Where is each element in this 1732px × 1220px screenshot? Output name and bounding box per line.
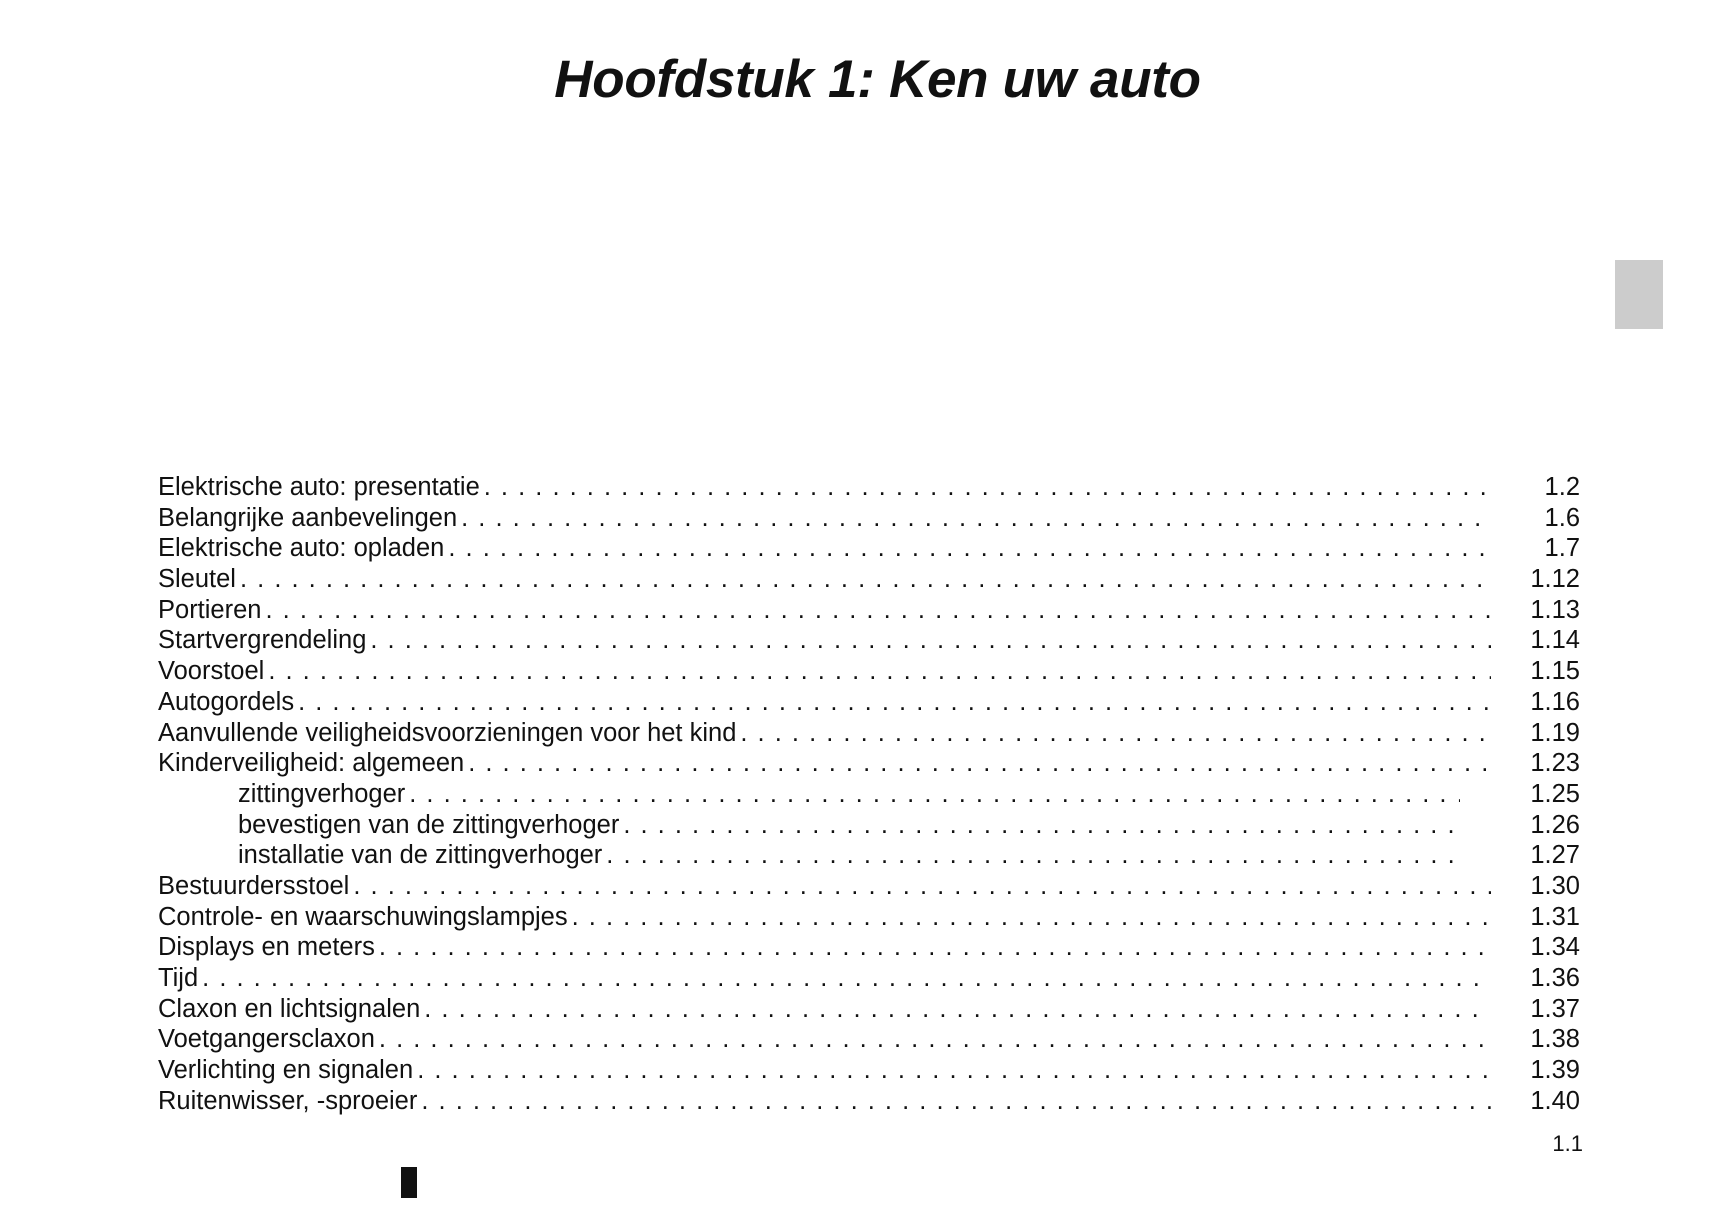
toc-entry-page: 1.2: [1544, 473, 1580, 501]
toc-entry-label: Displays en meters: [158, 933, 379, 961]
toc-entry[interactable]: [158, 1055, 1580, 1086]
toc-entry-label: Verlichting en signalen: [158, 1056, 417, 1084]
toc-entry[interactable]: [158, 564, 1580, 595]
toc-dot-leader: [158, 963, 1491, 994]
toc-dot-leader: [158, 1024, 1491, 1055]
toc-entry-page: 1.23: [1530, 749, 1580, 778]
toc-entry-label: Kinderveiligheid: algemeen: [158, 749, 468, 777]
toc-dot-leader: [158, 994, 1491, 1025]
toc-entry-page: 1.25: [1530, 779, 1580, 808]
toc-dot-leader: [238, 840, 1460, 871]
toc-entry-label: Aanvullende veiligheidsvoorzieningen voor het kind: [158, 719, 740, 747]
toc-entry[interactable]: [158, 472, 1580, 503]
print-crop-mark: [401, 1167, 417, 1198]
toc-entry-label: installatie van de zittingverhoger: [238, 841, 606, 869]
toc-entry-label: zittingverhoger: [238, 780, 409, 808]
toc-entry-page: 1.6: [1544, 503, 1580, 532]
toc-dot-leader: [158, 564, 1491, 595]
toc-dot-leader: [158, 656, 1491, 687]
toc-dot-leader: [158, 472, 1491, 503]
toc-dot-leader: [158, 625, 1491, 656]
toc-dot-leader: [158, 748, 1491, 779]
toc-entry[interactable]: [158, 1024, 1580, 1055]
toc-dot-leader: [158, 718, 1491, 749]
toc-entry[interactable]: [158, 533, 1580, 564]
chapter-title: Hoofdstuk 1: Ken uw auto: [554, 50, 1201, 109]
toc-entry-page: 1.16: [1530, 687, 1580, 716]
toc-entry-label: Claxon en lichtsignalen: [158, 995, 424, 1023]
table-of-contents: [158, 472, 1580, 1116]
toc-entry-page: 1.34: [1530, 933, 1580, 962]
toc-entry-label: Elektrische auto: presentatie: [158, 473, 484, 501]
toc-entry-page: 1.31: [1530, 902, 1580, 931]
toc-entry-label: Autogordels: [158, 688, 298, 716]
toc-entry[interactable]: [158, 1086, 1580, 1117]
page-number: 1.1: [1552, 1131, 1583, 1156]
toc-entry-label: Startvergrendeling: [158, 626, 370, 654]
toc-entry[interactable]: [158, 748, 1580, 779]
toc-entry-label: Belangrijke aanbevelingen: [158, 504, 461, 532]
toc-dot-leader: [158, 503, 1491, 534]
toc-entry-page: 1.40: [1530, 1086, 1580, 1115]
toc-entry-page: 1.37: [1530, 994, 1580, 1023]
toc-dot-leader: [158, 1055, 1491, 1086]
toc-dot-leader: [158, 595, 1491, 626]
chapter-thumb-tab: [1615, 260, 1663, 329]
toc-entry-label: Controle- en waarschuwingslampjes: [158, 903, 572, 931]
toc-entry-page: 1.7: [1544, 534, 1580, 563]
toc-entry-page: 1.27: [1530, 841, 1580, 870]
toc-entry[interactable]: [158, 687, 1580, 718]
toc-dot-leader: [238, 810, 1460, 841]
toc-entry-page: 1.38: [1530, 1025, 1580, 1054]
toc-entry-label: Bestuurdersstoel: [158, 872, 353, 900]
toc-entry-page: 1.15: [1530, 657, 1580, 686]
toc-entry[interactable]: [158, 902, 1580, 933]
toc-entry-page: 1.12: [1530, 565, 1580, 594]
toc-entry[interactable]: [158, 656, 1580, 687]
toc-subentry[interactable]: [158, 810, 1580, 841]
toc-dot-leader: [158, 687, 1491, 718]
toc-entry[interactable]: [158, 595, 1580, 626]
toc-entry[interactable]: [158, 503, 1580, 534]
toc-entry-page: 1.30: [1530, 871, 1580, 900]
toc-entry-label: Tijd: [158, 964, 202, 992]
toc-dot-leader: [158, 902, 1491, 933]
toc-entry[interactable]: [158, 963, 1580, 994]
toc-dot-leader: [158, 1086, 1491, 1117]
toc-entry-page: 1.13: [1530, 595, 1580, 624]
toc-subentry[interactable]: [158, 779, 1580, 810]
toc-entry[interactable]: [158, 932, 1580, 963]
toc-dot-leader: [158, 533, 1491, 564]
toc-entry-page: 1.36: [1530, 964, 1580, 992]
toc-dot-leader: [158, 932, 1491, 963]
toc-entry-page: 1.19: [1530, 718, 1580, 747]
toc-dot-leader: [238, 779, 1460, 810]
toc-entry-label: Sleutel: [158, 565, 240, 593]
toc-entry[interactable]: [158, 625, 1580, 656]
toc-entry-page: 1.14: [1530, 626, 1580, 655]
toc-entry-page: 1.39: [1530, 1056, 1580, 1085]
toc-entry-label: Elektrische auto: opladen: [158, 534, 448, 562]
toc-entry-label: Voetgangersclaxon: [158, 1025, 379, 1053]
toc-entry-label: Portieren: [158, 596, 265, 624]
toc-entry-label: Voorstoel: [158, 657, 268, 685]
toc-subentry[interactable]: [158, 840, 1580, 871]
toc-dot-leader: [158, 871, 1491, 902]
toc-entry-label: bevestigen van de zittingverhoger: [238, 811, 623, 839]
toc-entry-label: Ruitenwisser, -sproeier: [158, 1087, 421, 1115]
toc-entry[interactable]: [158, 871, 1580, 902]
toc-entry-page: 1.26: [1530, 810, 1580, 839]
toc-entry[interactable]: [158, 994, 1580, 1025]
toc-entry[interactable]: [158, 718, 1580, 749]
